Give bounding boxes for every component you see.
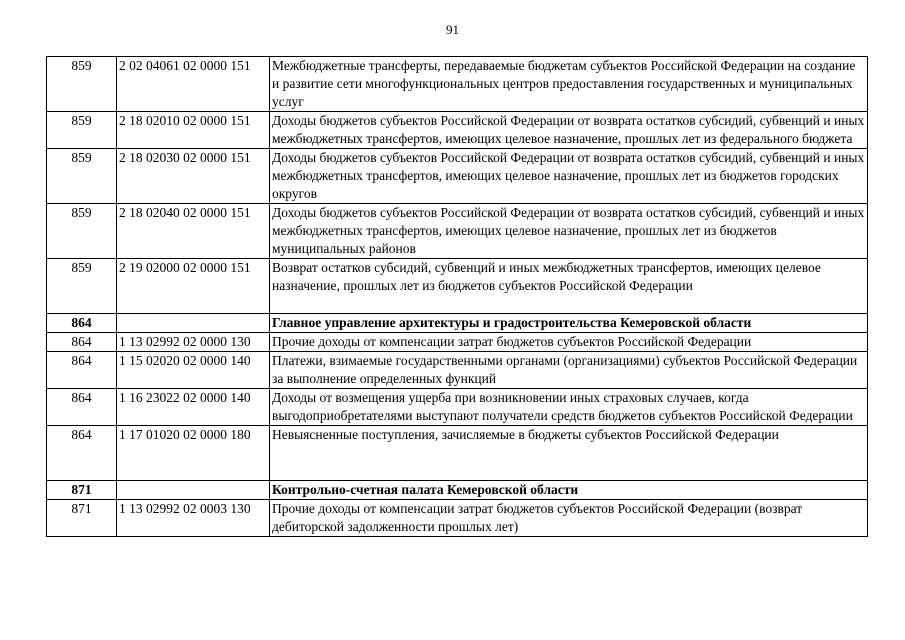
budget-code-cell: 1 13 02992 02 0003 130 xyxy=(117,500,270,537)
budget-code-cell: 1 15 02020 02 0000 140 xyxy=(117,352,270,389)
administrator-name-cell: Контрольно-счетная палата Кемеровской области xyxy=(270,481,868,500)
admin-code-cell: 864 xyxy=(47,389,117,426)
admin-code-cell: 859 xyxy=(47,259,117,314)
income-name-cell: Межбюджетные трансферты, передаваемые бюджетам субъектов Российской Федерации на создание и развитие сети многофункциональных центров предоставления государственных и муниципальных услуг xyxy=(270,57,868,112)
budget-code-cell: 2 02 04061 02 0000 151 xyxy=(117,57,270,112)
income-name-cell: Доходы от возмещения ущерба при возникновении иных страховых случаев, когда выгодоприобретателями выступают получатели средств бюджетов субъектов Российской Федерации xyxy=(270,389,868,426)
budget-code-cell: 2 18 02010 02 0000 151 xyxy=(117,112,270,149)
budget-code-cell: 2 19 02000 02 0000 151 xyxy=(117,259,270,314)
admin-code-cell: 864 xyxy=(47,314,117,333)
admin-code-cell: 859 xyxy=(47,204,117,259)
budget-code-cell xyxy=(117,481,270,500)
table-row xyxy=(47,204,868,259)
budget-classification-table xyxy=(46,56,868,537)
income-name-cell: Доходы бюджетов субъектов Российской Федерации от возврата остатков субсидий, субвенций и иных межбюджетных трансфертов, имеющих целевое назначение, прошлых лет из бюджетов муниципальных районов xyxy=(270,204,868,259)
admin-code-cell: 864 xyxy=(47,333,117,352)
table-row xyxy=(47,500,868,537)
administrator-heading-row xyxy=(47,314,868,333)
table-row xyxy=(47,57,868,112)
admin-code-cell: 859 xyxy=(47,149,117,204)
budget-code-cell: 1 16 23022 02 0000 140 xyxy=(117,389,270,426)
budget-code-cell: 2 18 02040 02 0000 151 xyxy=(117,204,270,259)
budget-code-cell: 2 18 02030 02 0000 151 xyxy=(117,149,270,204)
administrator-heading-row xyxy=(47,481,868,500)
income-name-cell: Прочие доходы от компенсации затрат бюджетов субъектов Российской Федерации (возврат дебиторской задолженности прошлых лет) xyxy=(270,500,868,537)
table-row xyxy=(47,149,868,204)
income-name-cell: Доходы бюджетов субъектов Российской Федерации от возврата остатков субсидий, субвенций и иных межбюджетных трансфертов, имеющих целевое назначение, прошлых лет из федерального бюджета xyxy=(270,112,868,149)
budget-code-cell xyxy=(117,314,270,333)
admin-code-cell: 864 xyxy=(47,352,117,389)
income-name-cell: Возврат остатков субсидий, субвенций и иных межбюджетных трансфертов, имеющих целевое назначение, прошлых лет из бюджетов субъектов Российской Федерации xyxy=(270,259,868,314)
table-row xyxy=(47,333,868,352)
budget-code-cell: 1 13 02992 02 0000 130 xyxy=(117,333,270,352)
admin-code-cell: 859 xyxy=(47,112,117,149)
table-row xyxy=(47,426,868,481)
income-name-cell: Платежи, взимаемые государственными органами (организациями) субъектов Российской Федерации за выполнение определенных функций xyxy=(270,352,868,389)
table-row xyxy=(47,112,868,149)
table-row xyxy=(47,352,868,389)
table-row xyxy=(47,389,868,426)
income-name-cell: Доходы бюджетов субъектов Российской Федерации от возврата остатков субсидий, субвенций и иных межбюджетных трансфертов, имеющих целевое назначение, прошлых лет из бюджетов городских округов xyxy=(270,149,868,204)
administrator-name-cell: Главное управление архитектуры и градостроительства Кемеровской области xyxy=(270,314,868,333)
income-name-cell: Невыясненные поступления, зачисляемые в бюджеты субъектов Российской Федерации xyxy=(270,426,868,481)
income-name-cell: Прочие доходы от компенсации затрат бюджетов субъектов Российской Федерации xyxy=(270,333,868,352)
table-row xyxy=(47,259,868,314)
admin-code-cell: 871 xyxy=(47,481,117,500)
admin-code-cell: 864 xyxy=(47,426,117,481)
page-number: 91 xyxy=(446,22,459,37)
admin-code-cell: 859 xyxy=(47,57,117,112)
admin-code-cell: 871 xyxy=(47,500,117,537)
budget-code-cell: 1 17 01020 02 0000 180 xyxy=(117,426,270,481)
